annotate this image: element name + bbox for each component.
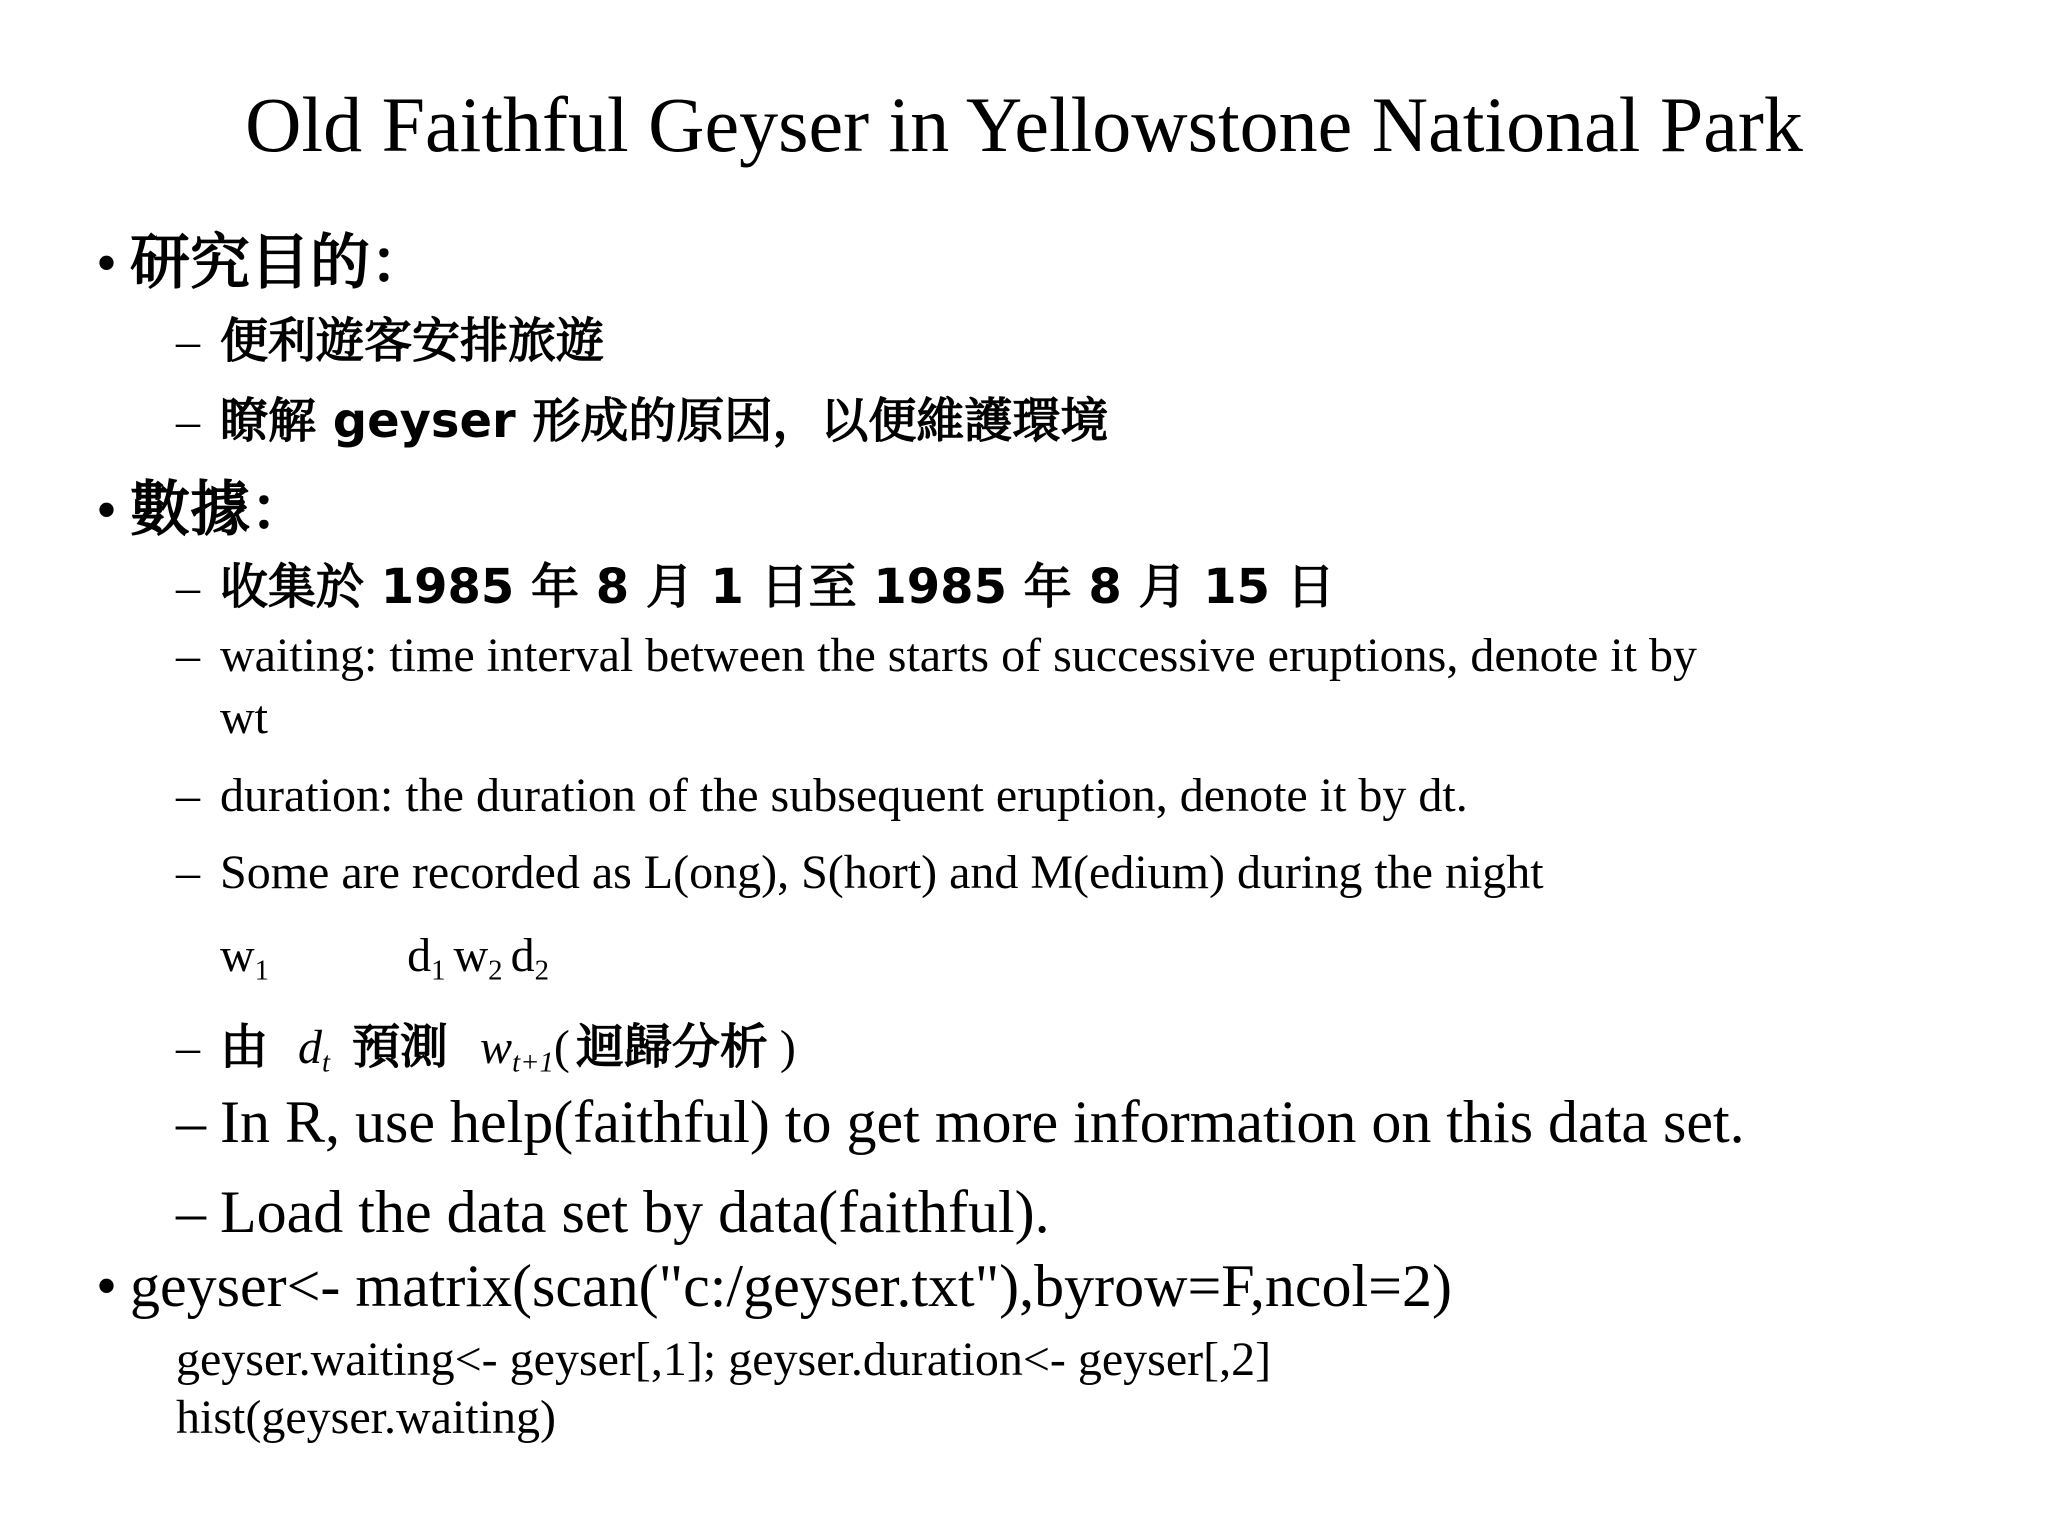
bullet-glyph: • — [96, 1253, 118, 1319]
purpose-item-text: 便利遊客安排旅遊 — [220, 313, 605, 369]
wt1-symbol: $w_{t+1}$ — [480, 1021, 554, 1079]
w1-symbol: $w_1$ — [220, 929, 270, 987]
help-text: In R, use help(faithful) to get more information on this data set. — [220, 1089, 1745, 1155]
bullet-glyph: • — [96, 477, 118, 543]
predict-mid: 預測 — [352, 1019, 449, 1075]
d2-symbol: $d_2$ — [510, 929, 549, 987]
load-line — [176, 1178, 1050, 1247]
data-bullet — [96, 462, 310, 548]
predict-close-paren: ) — [779, 1021, 796, 1074]
waiting-line-cont: wt — [220, 691, 268, 744]
dash-glyph: – — [176, 1089, 206, 1155]
duration-text: duration: the duration of the subsequent eruption, denote it by dt. — [220, 769, 1468, 822]
waiting-line — [176, 628, 1697, 683]
dash-glyph: – — [176, 846, 200, 899]
dt-symbol: $d_t$ — [298, 1021, 331, 1079]
slide-title: Old Faithful Geyser in Yellowstone National Park — [245, 81, 1803, 168]
code-line-3: hist(geyser.waiting) — [176, 1391, 556, 1444]
code-bullet — [96, 1252, 1452, 1321]
w2-symbol: $w_2$ — [453, 929, 503, 987]
collected-text: 收集於 1985 年 8 月 1 日至 1985 年 8 月 15 日 — [220, 559, 1335, 615]
predict-open-paren: ( — [553, 1021, 570, 1074]
recorded-line — [176, 845, 1544, 900]
duration-line — [176, 768, 1468, 823]
d1-symbol: $d_1$ — [407, 929, 446, 987]
sequence-line — [220, 928, 549, 987]
dash-glyph: – — [176, 1021, 200, 1074]
purpose-item — [176, 382, 1108, 451]
predict-prefix: 由 — [220, 1019, 269, 1075]
dash-glyph: – — [176, 315, 200, 368]
code-line-2: geyser.waiting<- geyser[,1]; geyser.duration<- geyser[,2] — [176, 1333, 1272, 1386]
purpose-item — [176, 302, 604, 371]
code-line-1: geyser<- matrix(scan("c:/geyser.txt"),byrow=F,ncol=2) — [130, 1253, 1452, 1319]
dash-glyph: – — [176, 1179, 206, 1245]
predict-line — [176, 1008, 796, 1077]
purpose-bullet — [96, 215, 430, 301]
recorded-text: Some are recorded as L(ong), S(hort) and M(edium) during the night — [220, 846, 1544, 899]
collected-line — [176, 548, 1335, 617]
data-heading: 數據： — [130, 475, 310, 545]
dash-glyph: – — [176, 769, 200, 822]
waiting-text: waiting: time interval between the starts of successive eruptions, denote it by — [220, 629, 1697, 682]
purpose-item-text: 瞭解 geyser 形成的原因，以便維護環境 — [220, 393, 1109, 449]
dash-glyph: – — [176, 561, 200, 614]
bullet-glyph: • — [96, 230, 118, 296]
dash-glyph: – — [176, 629, 200, 682]
help-line — [176, 1088, 1745, 1157]
purpose-heading: 研究目的： — [130, 228, 430, 298]
predict-analysis: 迴歸分析 — [575, 1019, 768, 1075]
dash-glyph: – — [176, 395, 200, 448]
load-text: Load the data set by data(faithful). — [220, 1179, 1050, 1245]
